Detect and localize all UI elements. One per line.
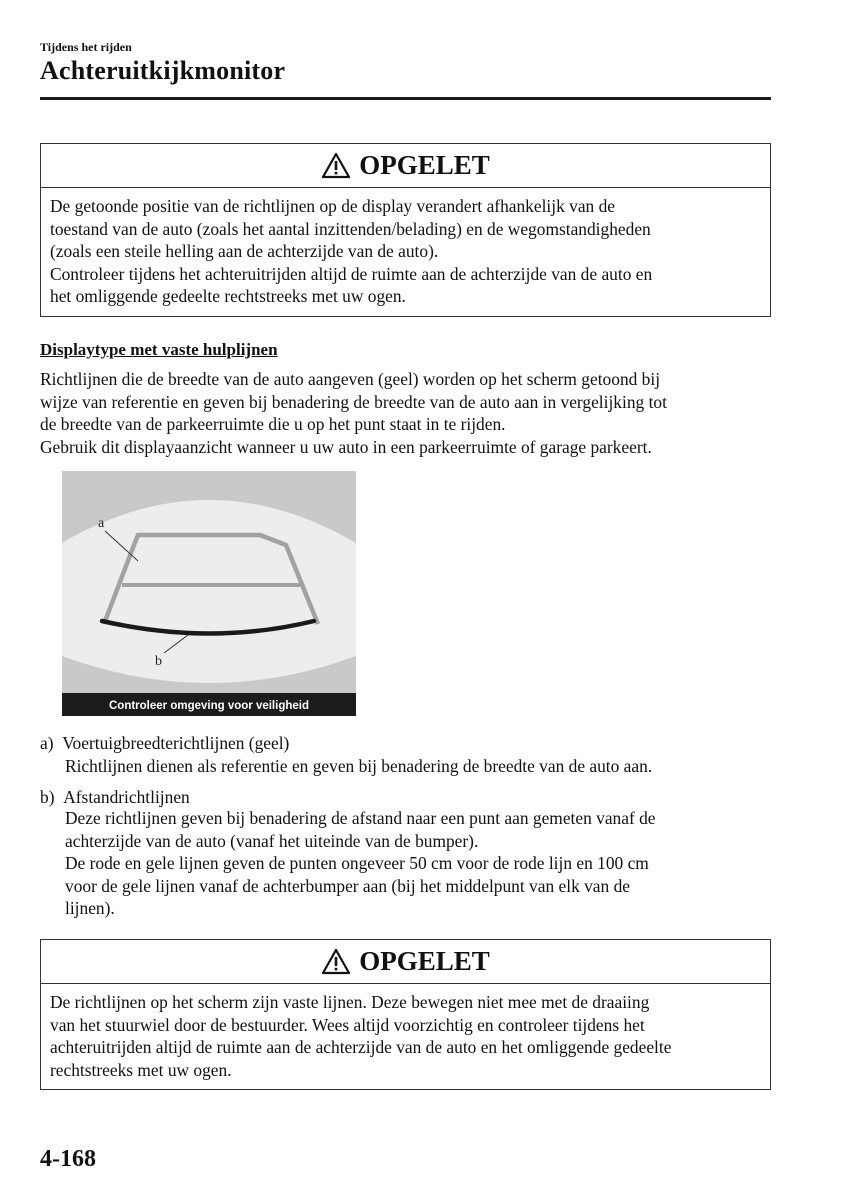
rear-view-monitor-illustration xyxy=(62,471,356,716)
list-marker: b) xyxy=(40,787,55,807)
caution-line: De getoonde positie van de richtlijnen op de display verandert afhankelijk van de xyxy=(50,196,616,216)
page-number: 4-168 xyxy=(40,1146,96,1172)
caution-line: toestand van de auto (zoals het aantal inzittenden/belading) en de wegomstandigheden xyxy=(50,218,651,239)
warning-banner-text: Controleer omgeving voor veiligheid xyxy=(108,700,310,712)
caution-box-2 xyxy=(40,939,771,1090)
list-item-a-title xyxy=(40,732,289,755)
caution-line: rechtstreeks met uw ogen. xyxy=(50,1059,232,1080)
caution-line: De richtlijnen op het scherm zijn vaste lijnen. Deze bewegen niet mee met de draaiing xyxy=(50,992,650,1012)
paragraph-line: de breedte van de parkeerruimte die u op het punt staat in te rijden. xyxy=(40,414,506,435)
list-item-line: Deze richtlijnen geven bij benadering de afstand naar een punt aan gemeten vanaf de xyxy=(65,808,656,828)
camera-view-area xyxy=(62,500,356,683)
caution-line: Controleer tijdens het achteruitrijden altijd de ruimte aan de achterzijde van de auto en xyxy=(50,263,653,284)
warning-triangle-icon xyxy=(321,152,351,179)
caution-heading xyxy=(41,144,770,188)
label-b: b xyxy=(155,654,162,669)
paragraph-line: wijze van referentie en geven bij benadering de breedte van de auto aan in vergelijking tot xyxy=(40,391,667,412)
caution-heading xyxy=(41,940,770,984)
section-paragraph xyxy=(40,368,775,458)
title-divider xyxy=(40,97,771,100)
warning-triangle-icon xyxy=(321,948,351,975)
list-item-title: Afstandrichtlijnen xyxy=(63,787,190,807)
paragraph-line: Gebruik dit displayaanzicht wanneer u uw auto in een parkeerruimte of garage parkeert. xyxy=(40,436,652,457)
caution-box-1 xyxy=(40,143,771,317)
caution-text xyxy=(41,984,770,1089)
section-label: Tijdens het rijden xyxy=(40,40,132,54)
list-item-line: voor de gele lijnen vanaf de achterbumper aan (bij het middelpunt van elk van de xyxy=(65,875,630,896)
list-item-b-body xyxy=(65,807,765,920)
caution-line: het omliggende gedeelte rechtstreeks met uw ogen. xyxy=(50,286,406,307)
caution-heading-text: OPGELET xyxy=(359,150,490,180)
caution-heading-text: OPGELET xyxy=(359,946,490,976)
caution-text xyxy=(41,188,770,316)
caution-line: (zoals een steile helling aan de achterzijde van de auto). xyxy=(50,241,439,262)
list-item-a-body xyxy=(65,755,765,778)
list-item-b-title xyxy=(40,786,190,809)
label-a: a xyxy=(98,516,105,531)
list-item-line: Richtlijnen dienen als referentie en geven bij benadering de breedte van de auto aan. xyxy=(65,756,653,776)
list-item-line: achterzijde van de auto (vanaf het uiteinde van de bumper). xyxy=(65,830,479,851)
caution-line: van het stuurwiel door de bestuurder. Wees altijd voorzichtig en controleer tijdens het xyxy=(50,1014,645,1035)
list-item-line: De rode en gele lijnen geven de punten ongeveer 50 cm voor de rode lijn en 100 cm xyxy=(65,853,649,874)
page-title: Achteruitkijkmonitor xyxy=(40,56,286,85)
list-item-line: lijnen). xyxy=(65,898,115,919)
caution-line: achteruitrijden altijd de ruimte aan de achterzijde van de auto en het omliggende gedeelte xyxy=(50,1037,672,1058)
paragraph-line: Richtlijnen die de breedte van de auto aangeven (geel) worden op het scherm getoond bij xyxy=(40,369,661,389)
list-item-title: Voertuigbreedterichtlijnen (geel) xyxy=(62,733,290,753)
list-marker: a) xyxy=(40,733,54,753)
section-subheading: Displaytype met vaste hulplijnen xyxy=(40,340,278,359)
